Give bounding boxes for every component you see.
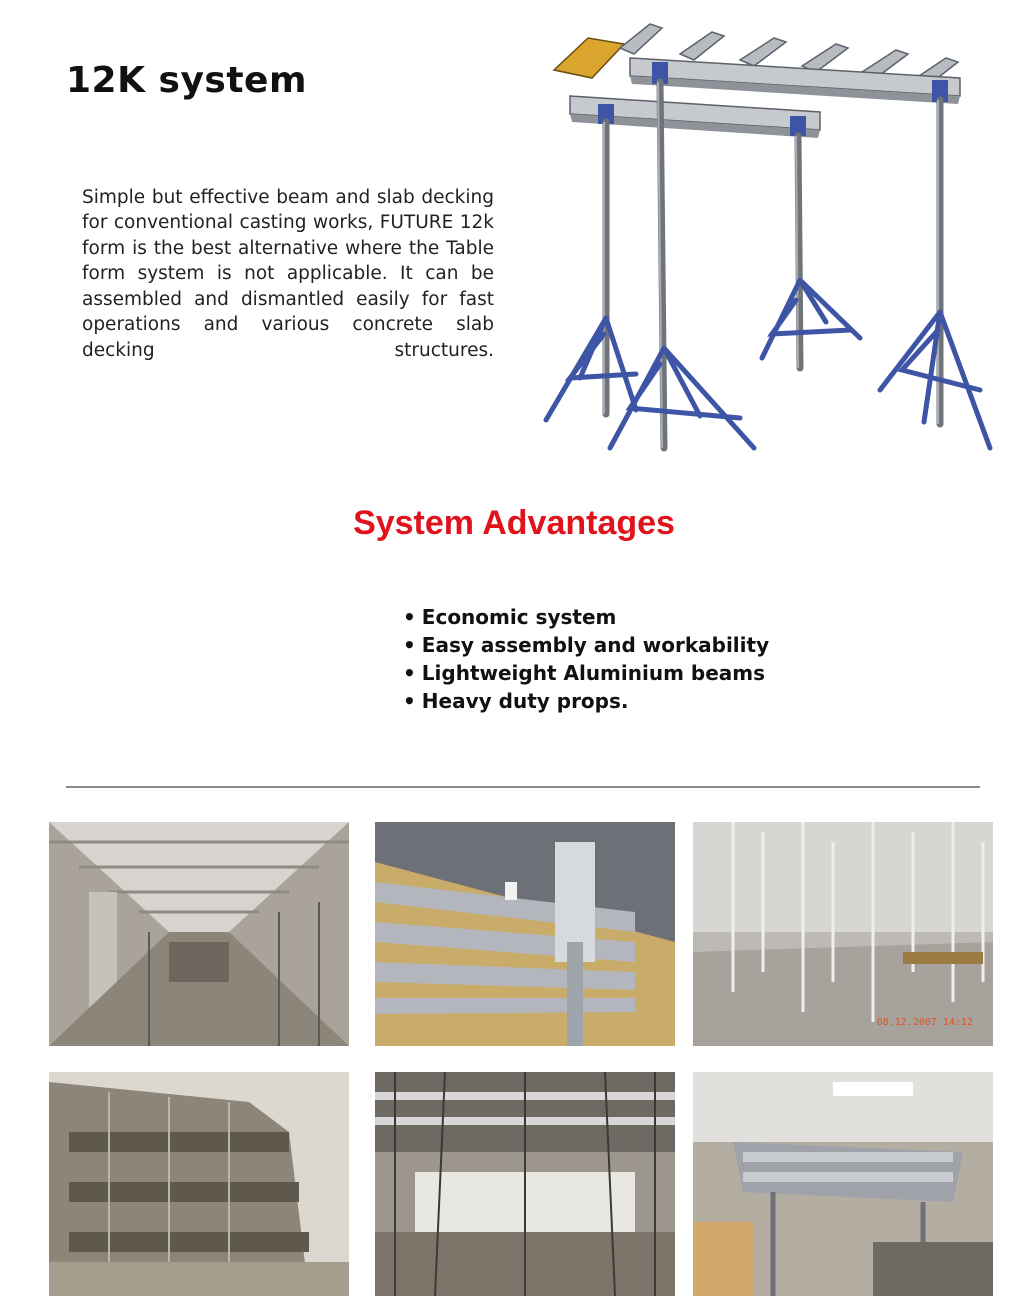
list-item: • Lightweight Aluminium beams — [403, 659, 769, 687]
site-photo-shoring — [375, 1072, 675, 1296]
site-photo-building — [49, 1072, 349, 1296]
list-item: • Easy assembly and workability — [403, 631, 769, 659]
list-item: • Economic system — [403, 603, 769, 631]
formwork-illustration — [540, 18, 1000, 458]
site-photo-props — [693, 822, 993, 1046]
advantages-heading: System Advantages — [353, 504, 675, 542]
site-photo-corridor — [49, 822, 349, 1046]
section-divider — [66, 786, 980, 788]
photo-timestamp: 08.12.2007 14:12 — [876, 1017, 973, 1028]
site-photo-table-demo — [693, 1072, 993, 1296]
page-title: 12K system — [66, 60, 307, 101]
site-photo-beam-detail — [375, 822, 675, 1046]
list-item: • Heavy duty props. — [403, 687, 769, 715]
advantages-list — [403, 603, 769, 715]
system-description: Simple but effective beam and slab decking for conventional casting works, FUTURE 12k form is the best alternative where the Table form system is not applicable. It can be assembled and dismantled easily for fast operations and various concrete slab decking structures. — [82, 186, 494, 362]
